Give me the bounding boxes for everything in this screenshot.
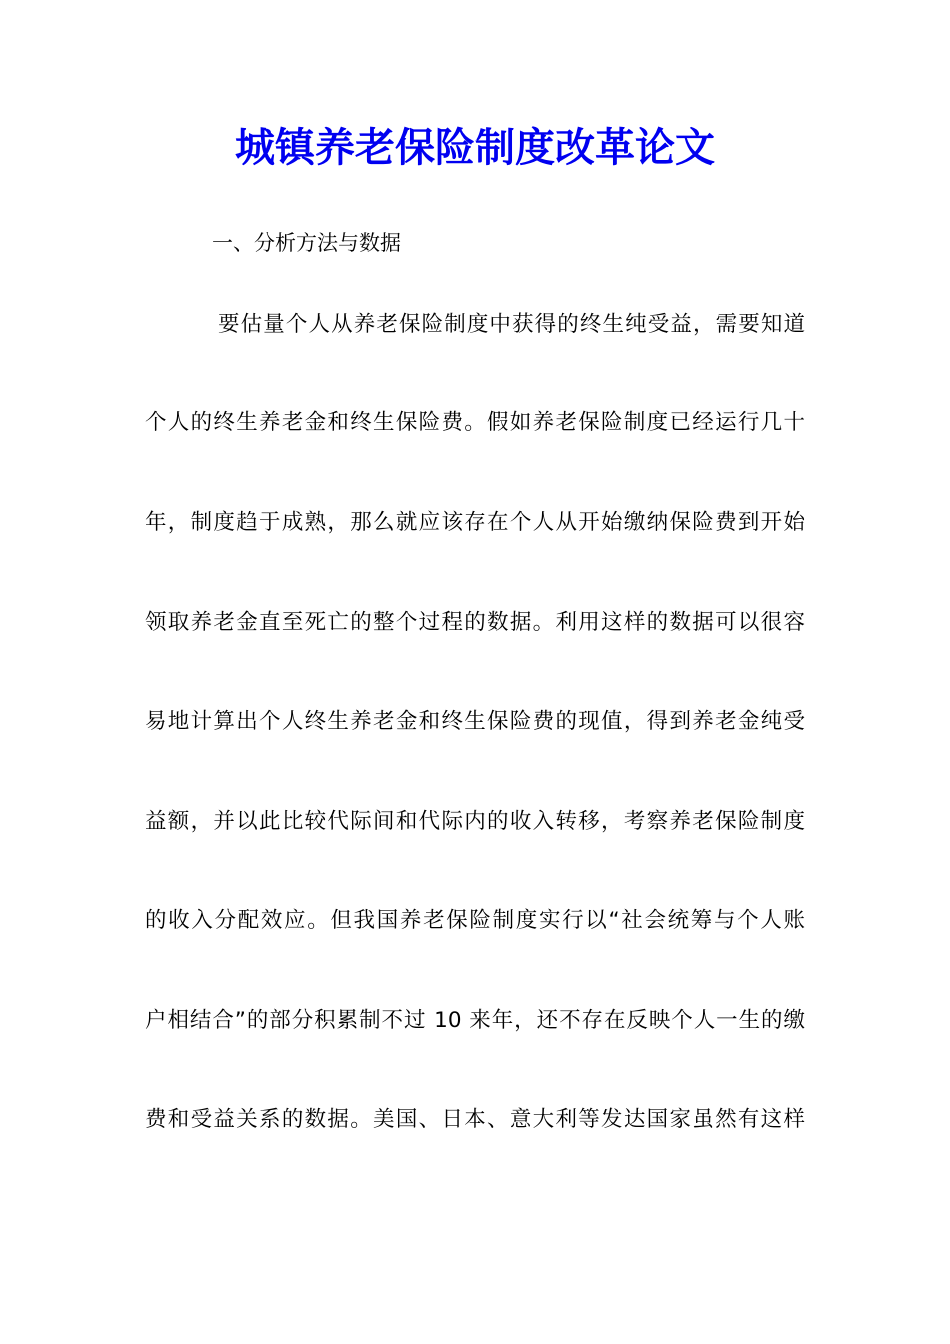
paragraph-line: 益额，并以此比较代际间和代际内的收入转移，考察养老保险制度 [145, 809, 805, 834]
paragraph-line: 费和受益关系的数据。美国、日本、意大利等发达国家虽然有这样 [145, 1107, 805, 1132]
section-heading: 一、分析方法与数据 [212, 231, 401, 255]
paragraph-line: 易地计算出个人终生养老金和终生保险费的现值，得到养老金纯受 [145, 709, 805, 734]
document-title: 城镇养老保险制度改革论文 [235, 124, 715, 171]
paragraph-line: 个人的终生养老金和终生保险费。假如养老保险制度已经运行几十 [145, 410, 805, 435]
paragraph-line: 的收入分配效应。但我国养老保险制度实行以“社会统筹与个人账 [145, 908, 805, 933]
paragraph-line: 要估量个人从养老保险制度中获得的终生纯受益，需要知道 [218, 312, 805, 337]
paragraph-line: 年，制度趋于成熟，那么就应该存在个人从开始缴纳保险费到开始 [145, 510, 805, 535]
paragraph-line: 领取养老金直至死亡的整个过程的数据。利用这样的数据可以很容 [145, 610, 805, 635]
paragraph-line: 户相结合”的部分积累制不过 10 来年，还不存在反映个人一生的缴 [145, 1008, 805, 1033]
